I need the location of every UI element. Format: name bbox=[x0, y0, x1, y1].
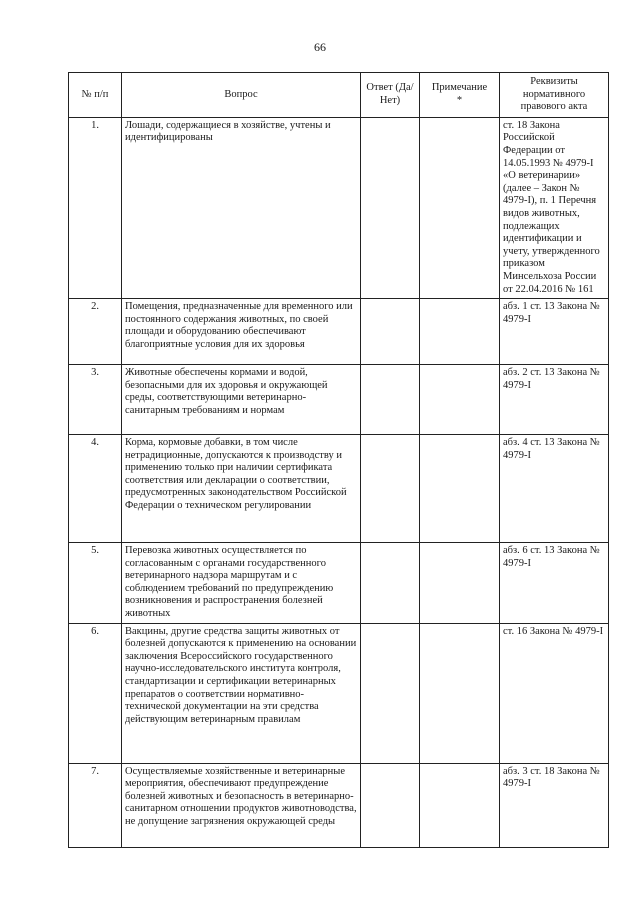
header-answer: Ответ (Да/Нет) bbox=[361, 73, 420, 118]
row-answer-cell[interactable] bbox=[361, 299, 420, 365]
table-body bbox=[69, 117, 609, 847]
row-question: Осуществляемые хозяйственные и ветеринарные мероприятия, обеспечивают предупреждение болезней животных и безопасность в ветеринарно-санитарном отношении продуктов животноводства, не допущение загрязнения окружающей среды bbox=[122, 763, 361, 847]
row-question: Лошади, содержащиеся в хозяйстве, учтены и идентифицированы bbox=[122, 117, 361, 298]
row-requisites: абз. 6 ст. 13 Закона № 4979-I bbox=[500, 543, 609, 624]
row-note-cell[interactable] bbox=[420, 623, 500, 763]
row-note-cell[interactable] bbox=[420, 299, 500, 365]
header-row bbox=[69, 73, 609, 118]
row-number: 7. bbox=[69, 763, 122, 847]
row-question: Животные обеспечены кормами и водой, безопасными для их здоровья и окружающей среды, соответствующими ветеринарно-санитарным требованиям и нормам bbox=[122, 365, 361, 435]
checklist-table bbox=[68, 72, 609, 848]
row-note-cell[interactable] bbox=[420, 117, 500, 298]
row-note-cell[interactable] bbox=[420, 365, 500, 435]
header-note-label: Примечание bbox=[431, 82, 488, 94]
header-number: № п/п bbox=[69, 73, 122, 118]
header-requisites: Реквизиты нормативного правового акта bbox=[500, 73, 609, 118]
row-answer-cell[interactable] bbox=[361, 543, 420, 624]
row-question: Перевозка животных осуществляется по согласованным с органами государственного ветеринарного надзора маршрутам и с соблюдением требований по предупреждению возникновения и распространения болезней животных bbox=[122, 543, 361, 624]
table-row bbox=[69, 623, 609, 763]
row-number: 4. bbox=[69, 435, 122, 543]
row-note-cell[interactable] bbox=[420, 543, 500, 624]
table-header bbox=[69, 73, 609, 118]
row-answer-cell[interactable] bbox=[361, 117, 420, 298]
row-requisites: ст. 16 Закона № 4979-I bbox=[500, 623, 609, 763]
header-question: Вопрос bbox=[122, 73, 361, 118]
row-answer-cell[interactable] bbox=[361, 623, 420, 763]
row-note-cell[interactable] bbox=[420, 435, 500, 543]
row-answer-cell[interactable] bbox=[361, 365, 420, 435]
table-row bbox=[69, 763, 609, 847]
table-row bbox=[69, 435, 609, 543]
row-requisites: абз. 3 ст. 18 Закона № 4979-I bbox=[500, 763, 609, 847]
table-row bbox=[69, 365, 609, 435]
row-number: 3. bbox=[69, 365, 122, 435]
row-number: 1. bbox=[69, 117, 122, 298]
row-answer-cell[interactable] bbox=[361, 435, 420, 543]
page-number: 66 bbox=[314, 40, 326, 54]
row-number: 2. bbox=[69, 299, 122, 365]
row-answer-cell[interactable] bbox=[361, 763, 420, 847]
table-row bbox=[69, 299, 609, 365]
row-question: Вакцины, другие средства защиты животных от болезней допускаются к применению на основании заключения Всероссийского государственного научно-исследовательского института контроля, стандартизации и сертификации ветеринарных препаратов о соответствии нормативно-технической документации на эти средства действующим ветеринарным правилам bbox=[122, 623, 361, 763]
row-question: Помещения, предназначенные для временного или постоянного содержания животных, по своей площади и оборудованию обеспечивают благоприятные условия для их здоровья bbox=[122, 299, 361, 365]
row-number: 6. bbox=[69, 623, 122, 763]
row-requisites: абз. 2 ст. 13 Закона № 4979-I bbox=[500, 365, 609, 435]
table-row bbox=[69, 117, 609, 298]
table-row bbox=[69, 543, 609, 624]
row-note-cell[interactable] bbox=[420, 763, 500, 847]
row-question: Корма, кормовые добавки, в том числе нетрадиционные, допускаются к производству и применению только при наличии сертификата соответствия или декларации о соответствии, предусмотренных законодательством Российской Федерации о техническом регулировании bbox=[122, 435, 361, 543]
row-number: 5. bbox=[69, 543, 122, 624]
header-note bbox=[420, 73, 500, 118]
header-note-mark: * bbox=[456, 94, 463, 106]
row-requisites: ст. 18 Закона Российской Федерации от 14.05.1993 № 4979-I «О ветеринарии» (далее – Закон № 4979-I), п. 1 Перечня видов животных, подлежащих идентификации и учету, утвержденного приказом Минсельхоза России от 22.04.2016 № 161 bbox=[500, 117, 609, 298]
row-requisites: абз. 1 ст. 13 Закона № 4979-I bbox=[500, 299, 609, 365]
row-requisites: абз. 4 ст. 13 Закона № 4979-I bbox=[500, 435, 609, 543]
